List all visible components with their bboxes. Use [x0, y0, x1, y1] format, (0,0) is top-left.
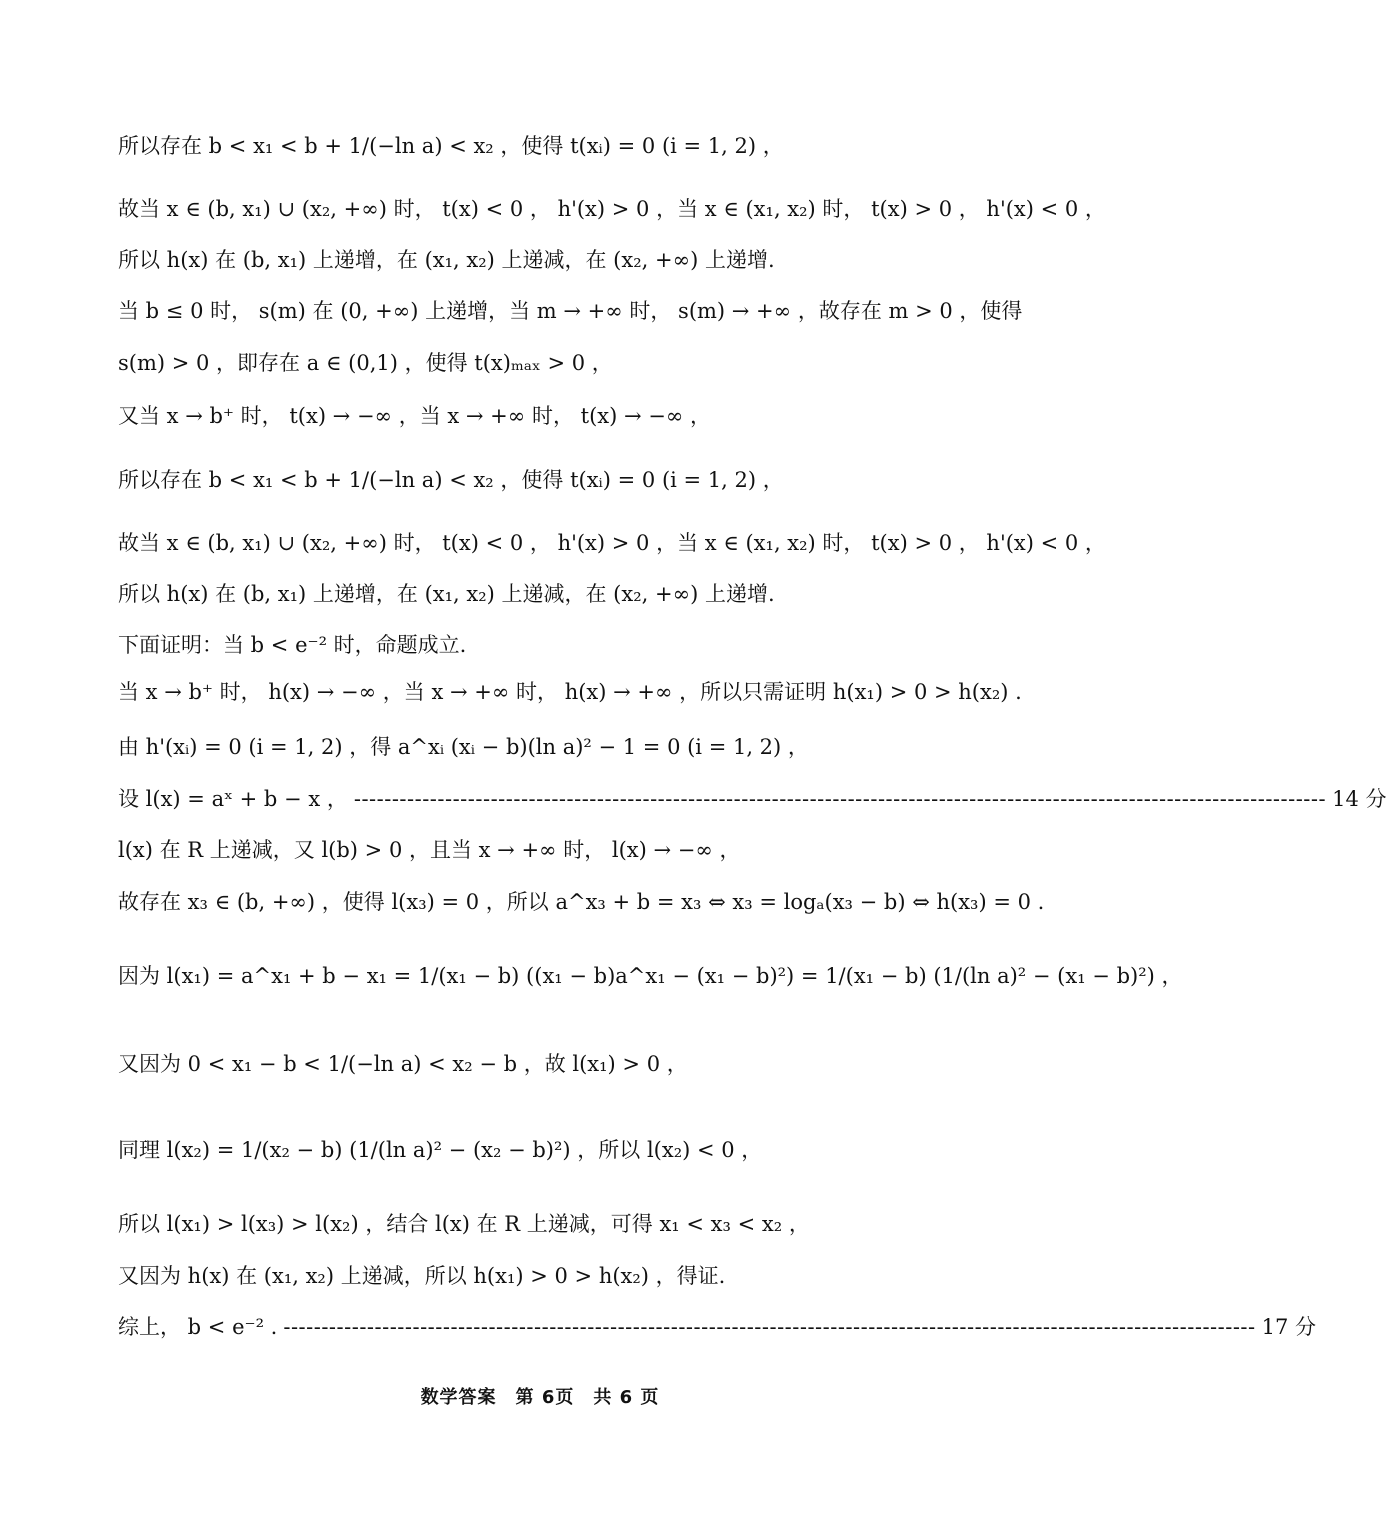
- solution-line-16: 因为 l(x₁) = a^x₁ + b − x₁ = 1/(x₁ − b) ((x₁ − b)a^x₁ − (x₁ − b)²) = 1/(x₁ − b) (1/(ln a)² − (x₁ − b)²) ，: [118, 964, 1183, 988]
- solution-line-17: 又因为 0 < x₁ − b < 1/(−ln a) < x₂ − b ，故 l(x₁) > 0 ，: [118, 1052, 688, 1076]
- solution-line-13: 设 l(x) = aˣ + b − x ， -------------------------------------------------------------------------------------------------------------------------------- 14 分: [118, 787, 1387, 811]
- solution-line-10: 下面证明：当 b < e⁻² 时，命题成立.: [118, 633, 467, 657]
- solution-line-15: 故存在 x₃ ∈ (b, +∞) ，使得 l(x₃) = 0 ，所以 a^x₃ + b = x₃ ⇔ x₃ = logₐ(x₃ − b) ⇔ h(x₃) = 0 .: [118, 890, 1045, 914]
- solution-line-18: 同理 l(x₂) = 1/(x₂ − b) (1/(ln a)² − (x₂ − b)²) ，所以 l(x₂) < 0 ，: [118, 1138, 763, 1162]
- score-label: 17 分: [1261, 1315, 1317, 1339]
- solution-line-11: 当 x → b⁺ 时， h(x) → −∞ ，当 x → +∞ 时， h(x) → +∞ ，所以只需证明 h(x₁) > 0 > h(x₂) .: [118, 680, 1022, 704]
- solution-line-7: 所以存在 b < x₁ < b + 1/(−ln a) < x₂ ，使得 t(xᵢ) = 0 (i = 1, 2) ，: [118, 468, 784, 492]
- page-footer: 数学答案 第 6页 共 6 页: [420, 1387, 660, 1408]
- solution-line-9: 所以 h(x) 在 (b, x₁) 上递增，在 (x₁, x₂) 上递减，在 (x₂, +∞) 上递增.: [118, 582, 775, 606]
- solution-line-4: 当 b ≤ 0 时， s(m) 在 (0, +∞) 上递增，当 m → +∞ 时， s(m) → +∞ ，故存在 m > 0 ，使得: [118, 299, 1023, 323]
- score-leader: --------------------------------------------------------------------------------------------------------------------------------: [283, 1315, 1256, 1339]
- solution-line-21: 综上， b < e⁻² . -------------------------------------------------------------------------------------------------------------------------------- 17 分: [118, 1315, 1317, 1339]
- solution-line-8: 故当 x ∈ (b, x₁) ∪ (x₂, +∞) 时， t(x) < 0 ， h'(x) > 0 ，当 x ∈ (x₁, x₂) 时， t(x) > 0 ， h'(x) < 0 ，: [118, 531, 1106, 555]
- solution-line-2: 故当 x ∈ (b, x₁) ∪ (x₂, +∞) 时， t(x) < 0 ， h'(x) > 0 ，当 x ∈ (x₁, x₂) 时， t(x) > 0 ， h'(x) < 0 ，: [118, 197, 1106, 221]
- score-leader: --------------------------------------------------------------------------------------------------------------------------------: [353, 787, 1327, 811]
- solution-line-12: 由 h'(xᵢ) = 0 (i = 1, 2) ，得 a^xᵢ (xᵢ − b)(ln a)² − 1 = 0 (i = 1, 2) ，: [118, 735, 809, 759]
- solution-line-3: 所以 h(x) 在 (b, x₁) 上递增，在 (x₁, x₂) 上递减，在 (x₂, +∞) 上递增.: [118, 248, 775, 272]
- solution-line-6: 又当 x → b⁺ 时， t(x) → −∞ ，当 x → +∞ 时， t(x) → −∞ ，: [118, 404, 712, 428]
- solution-line-14: l(x) 在 R 上递减，又 l(b) > 0 ，且当 x → +∞ 时， l(x) → −∞ ，: [118, 838, 741, 862]
- solution-line-19: 所以 l(x₁) > l(x₃) > l(x₂) ，结合 l(x) 在 R 上递减，可得 x₁ < x₃ < x₂ ，: [118, 1212, 810, 1236]
- solution-line-5: s(m) > 0 ，即存在 a ∈ (0,1) ，使得 t(x)ₘₐₓ > 0 ，: [118, 351, 613, 375]
- score-label: 14 分: [1332, 787, 1387, 811]
- solution-line-20: 又因为 h(x) 在 (x₁, x₂) 上递减，所以 h(x₁) > 0 > h(x₂) ，得证.: [118, 1264, 726, 1288]
- solution-line-1: 所以存在 b < x₁ < b + 1/(−ln a) < x₂ ，使得 t(xᵢ) = 0 (i = 1, 2) ，: [118, 134, 784, 158]
